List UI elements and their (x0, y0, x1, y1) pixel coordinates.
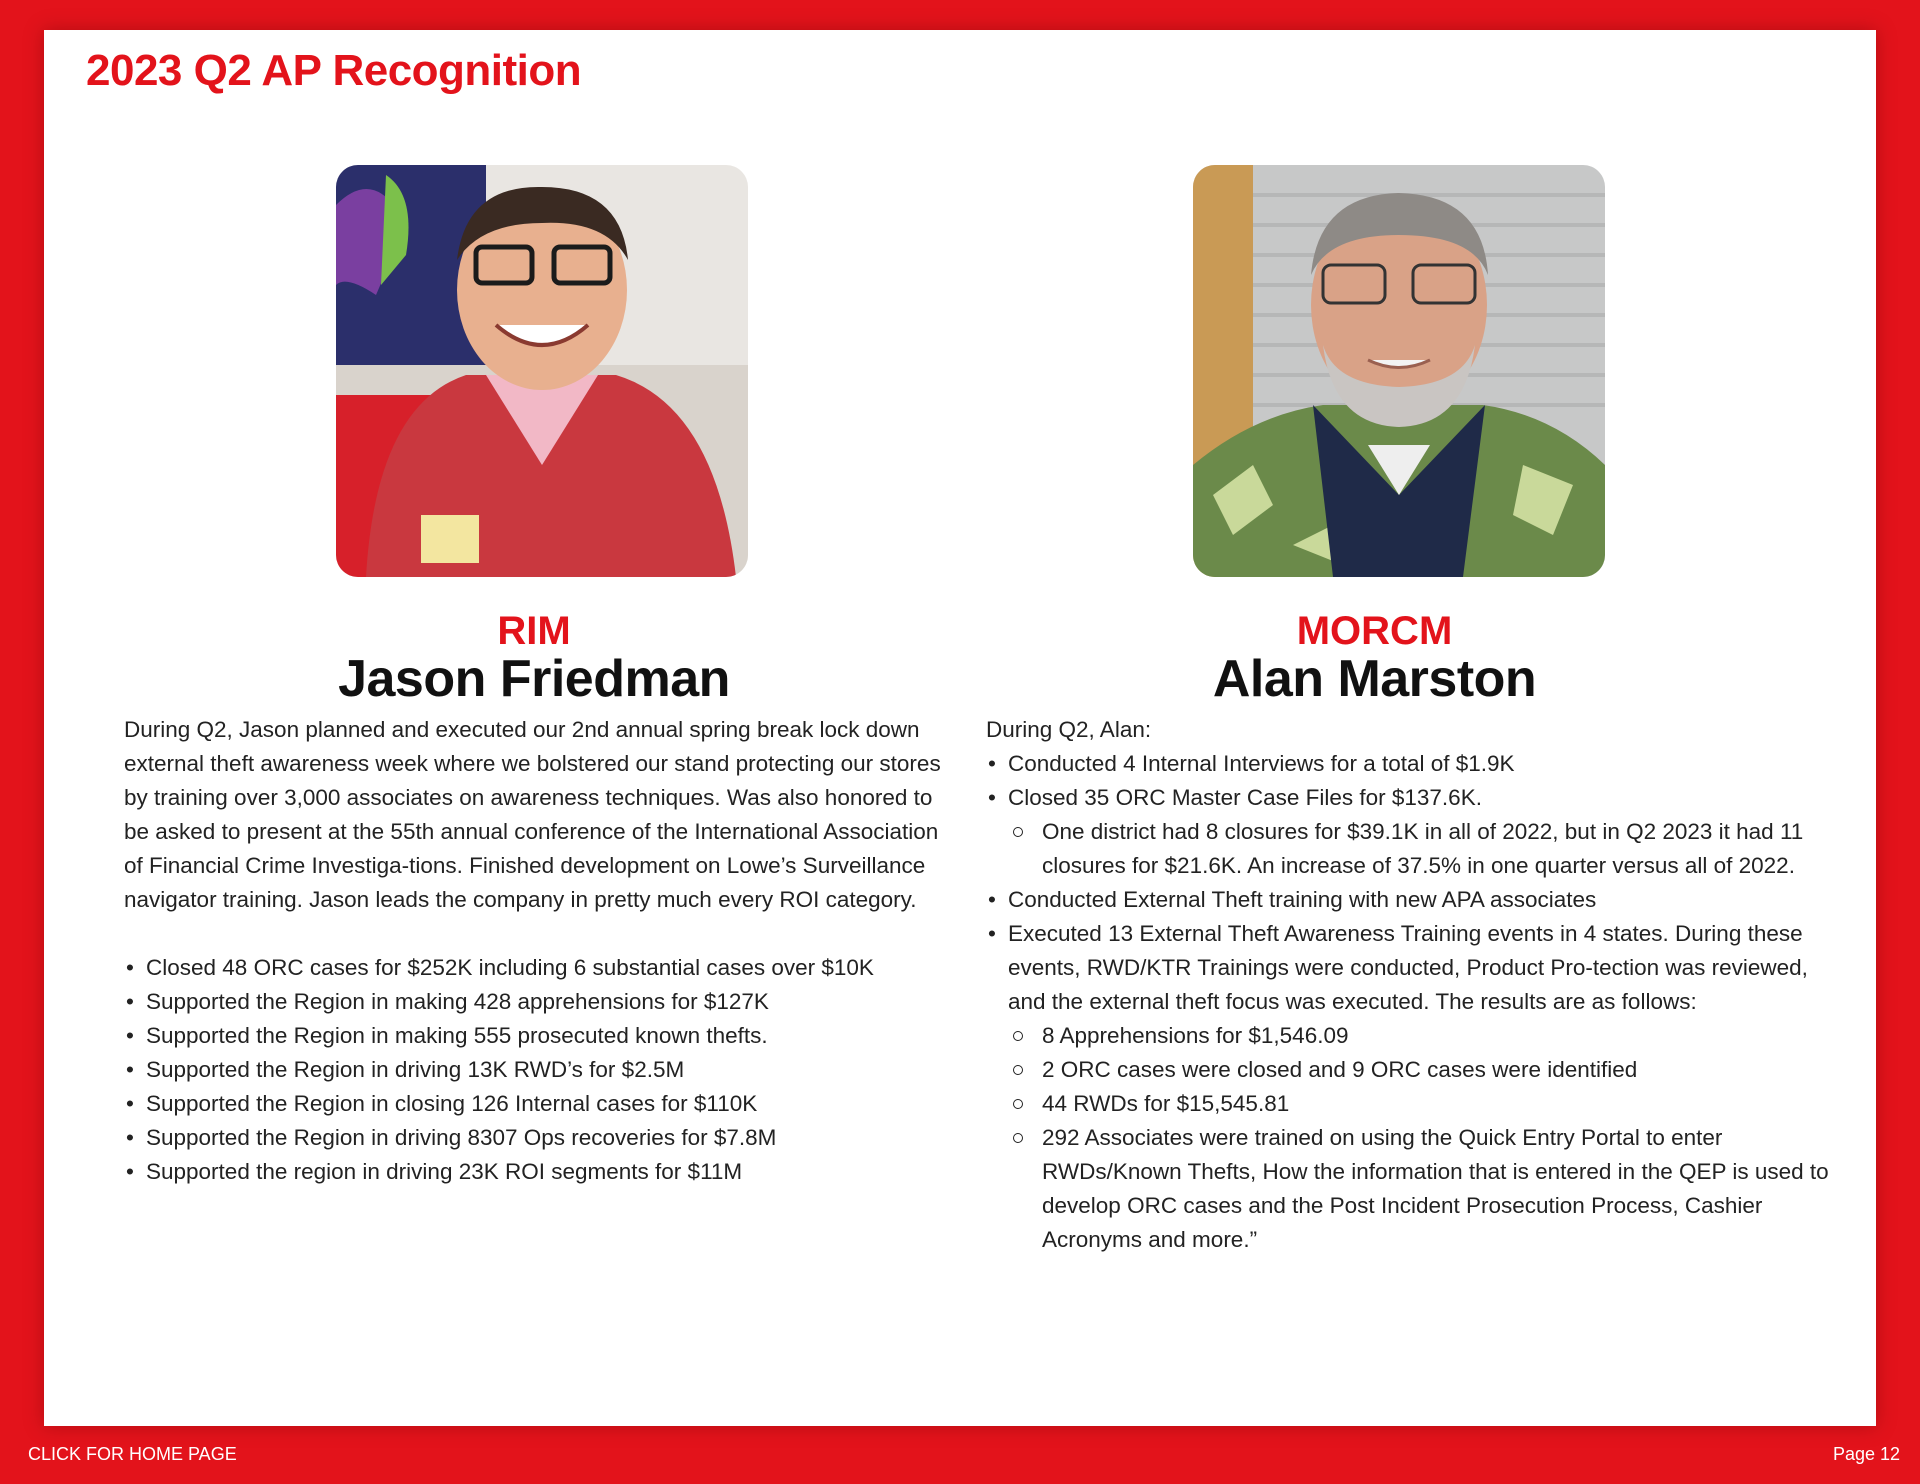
sub-list-item: 8 Apprehensions for $1,546.09 (986, 1019, 1846, 1053)
page-number: Page 12 (1832, 1444, 1900, 1464)
honoree-role: RIM (497, 609, 571, 653)
list-item: • Closed 35 ORC Master Case Files for $137.6K. (986, 781, 1846, 815)
honoree-name: Jason Friedman (338, 650, 730, 708)
alan-marston-photo (1193, 165, 1605, 577)
honoree-name: Alan Marston (1212, 650, 1537, 708)
achievement-list (986, 747, 1846, 1257)
list-item: • Supported the Region in making 428 apprehensions for $127K (124, 985, 944, 1019)
list-item: • Executed 13 External Theft Awareness Training events in 4 states. During these events, RWD/KTR Trainings were conducted, Product Pro-tection was reviewed, and the external theft focus was executed. The results are as follows: (986, 917, 1846, 1019)
sub-list-item: 292 Associates were trained on using the Quick Entry Portal to enter RWDs/Known Thefts, How the information that is entered in the QEP is used to develop ORC cases and the Post Incident Prosecution Process, Cashier Acronyms and more.” (986, 1121, 1846, 1257)
sub-list-item: One district had 8 closures for $39.1K in all of 2022, but in Q2 2023 it had 11 closures for $21.6K. An increase of 37.5% in one quarter versus all of 2022. (986, 815, 1846, 883)
list-item: • Supported the region in driving 23K ROI segments for $11M (124, 1155, 944, 1189)
summary-paragraph: During Q2, Jason planned and executed our 2nd annual spring break lock down external theft awareness week where we bolstered our stand protecting our stores by training over 3,000 associates on awareness techniques. Was also honored to be asked to present at the 55th annual conference of the International Association of Financial Crime Investiga-tions. Finished development on Lowe’s Surveillance navigator training. Jason leads the company in pretty much every ROI category. (124, 717, 941, 912)
honoree-summary (124, 713, 944, 1189)
home-page-link[interactable]: CLICK FOR HOME PAGE (28, 1444, 237, 1464)
jason-friedman-photo (336, 165, 748, 577)
achievement-list (124, 951, 944, 1189)
content-card (44, 30, 1876, 1426)
list-item: • Closed 48 ORC cases for $252K including 6 substantial cases over $10K (124, 951, 944, 985)
honoree-role: MORCM (1296, 609, 1453, 653)
list-item: • Supported the Region in making 555 prosecuted known thefts. (124, 1019, 944, 1053)
summary-intro: During Q2, Alan: (986, 717, 1152, 742)
page-title: 2023 Q2 AP Recognition (86, 46, 582, 95)
list-item: • Supported the Region in closing 126 Internal cases for $110K (124, 1087, 944, 1121)
list-item: • Conducted 4 Internal Interviews for a total of $1.9K (986, 747, 1846, 781)
sub-list-item: 44 RWDs for $15,545.81 (986, 1087, 1846, 1121)
sub-list-item: 2 ORC cases were closed and 9 ORC cases were identified (986, 1053, 1846, 1087)
list-item: • Supported the Region in driving 13K RWD’s for $2.5M (124, 1053, 944, 1087)
list-item: • Supported the Region in driving 8307 Ops recoveries for $7.8M (124, 1121, 944, 1155)
list-item: • Conducted External Theft training with new APA associates (986, 883, 1846, 917)
honoree-summary (986, 713, 1846, 1257)
